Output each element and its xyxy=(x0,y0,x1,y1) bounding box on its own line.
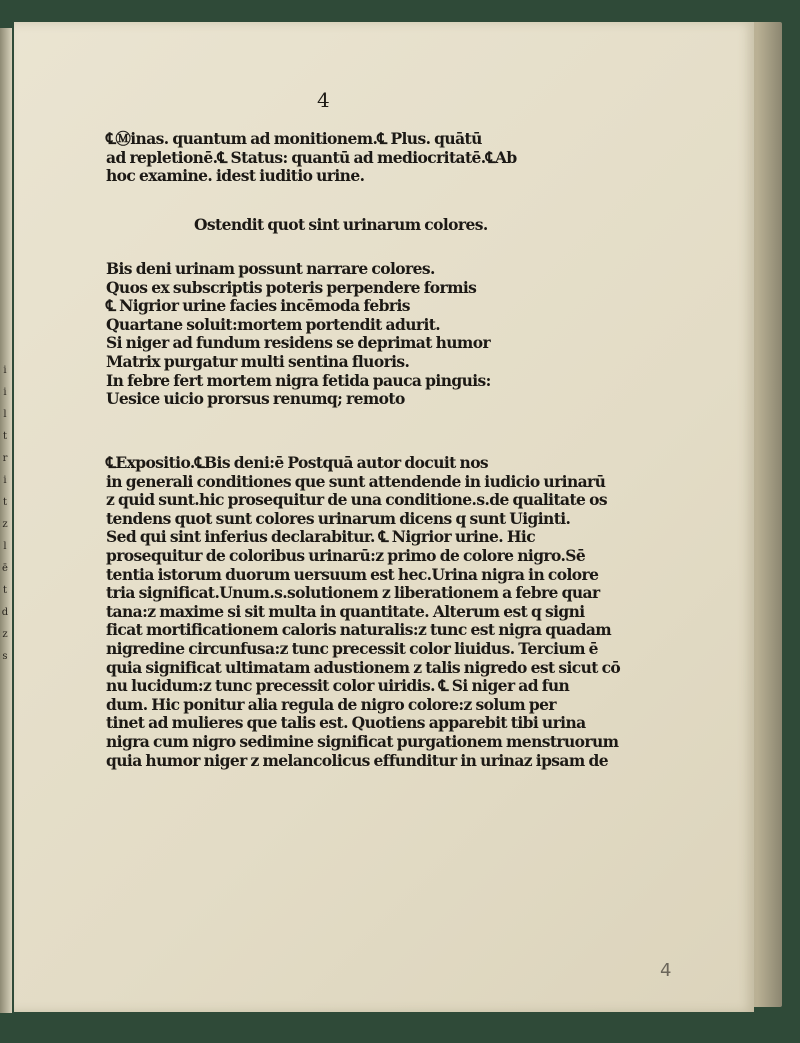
opening-paragraph xyxy=(106,130,568,186)
commentary-line: prosequitur de coloribus urinarū:z primo de colore nigro.Sē xyxy=(106,545,586,565)
heading-line: Ostendit quot sint urinarum colores. xyxy=(194,215,488,234)
gutter-char: ē xyxy=(2,563,8,574)
gutter-char: z xyxy=(2,629,8,640)
commentary-line: in generali conditiones que sunt attendende in iudicio urinarū xyxy=(106,471,606,491)
commentary-line: tana:z maxime si sit multa in quantitate. Alterum est q signi xyxy=(106,601,585,621)
verse-line: ℄ Nigrior urine facies incēmoda febris xyxy=(106,296,410,316)
verse-line: Uesice uicio prorsus renumq; remoto xyxy=(106,389,405,409)
commentary-line: nigredine circunfusa:z tunc precessit color liuidus. Tercium ē xyxy=(106,638,598,658)
commentary-line: z quid sunt.hic prosequitur de una conditione.s.de qualitate os xyxy=(106,490,607,510)
gutter-char: i xyxy=(3,475,7,486)
text-line: ℄Ⓜinas. quantum ad monitionem.℄ Plus. quātū xyxy=(106,129,482,148)
gutter-char: l xyxy=(3,541,7,552)
commentary-line: Sed qui sint inferius declarabitur. ℄ Nigrior urine. Hic xyxy=(106,527,536,547)
commentary-line: ficat mortificationem caloris naturalis:z tunc est nigra quadam xyxy=(106,620,612,640)
gutter-char: t xyxy=(2,585,8,596)
text-line: hoc examine. idest iuditio urine. xyxy=(106,166,365,186)
section-heading xyxy=(194,216,494,235)
commentary-line: tria significat.Unum.s.solutionem z liberationem a febre quar xyxy=(106,583,600,603)
gutter-char: z xyxy=(2,519,8,530)
gutter-char: d xyxy=(1,607,9,618)
gutter-char: t xyxy=(2,431,8,442)
verse-line: Quartane soluit:mortem portendit adurit. xyxy=(106,314,441,334)
verse-line: In febre fert mortem nigra fetida pauca pinguis: xyxy=(106,370,491,390)
gutter-marks xyxy=(0,360,10,668)
commentary-line: quia humor niger z melancolicus effunditur in urinaz ipsam de xyxy=(106,750,608,770)
handwritten-folio-mark: 4 xyxy=(660,960,672,981)
commentary-line: nu lucidum:z tunc precessit color uiridis. ℄ Si niger ad fun xyxy=(106,676,570,696)
verse-line: Si niger ad fundum residens se deprimat humor xyxy=(106,333,491,353)
verse-block xyxy=(106,260,568,409)
page-number: 4 xyxy=(317,88,330,112)
commentary-line: nigra cum nigro sedimine significat purgationem menstruorum xyxy=(106,731,619,751)
commentary-line: tinet ad mulieres que talis est. Quotiens apparebit tibi urina xyxy=(106,713,586,733)
commentary-line: tentia istorum duorum uersuum est hec.Urina nigra in colore xyxy=(106,564,599,584)
commentary-line: tendens quot sunt colores urinarum dicens q sunt Uiginti. xyxy=(106,508,571,528)
commentary-line: dum. Hic ponitur alia regula de nigro colore:z solum per xyxy=(106,694,556,714)
gutter-char: i xyxy=(3,365,7,376)
verse-line: Matrix purgatur multi sentina fluoris. xyxy=(106,351,410,371)
text-line: ad repletionē.℄ Status: quantū ad mediocritatē.℄Ab xyxy=(106,147,517,167)
verse-line: Bis deni urinam possunt narrare colores. xyxy=(106,259,435,278)
gutter-char: t xyxy=(2,497,8,508)
commentary-block xyxy=(106,453,621,770)
verse-line: Quos ex subscriptis poteris perpendere formis xyxy=(106,277,477,297)
commentary-line: quia significat ultimatam adustionem z talis nigredo est sicut cō xyxy=(106,657,621,677)
gutter-char: r xyxy=(2,453,8,464)
book-page xyxy=(14,22,754,1012)
gutter-char: s xyxy=(2,651,8,662)
gutter-char: i xyxy=(3,387,7,398)
commentary-line: ℄Expositio.℄Bis deni:ē Postquā autor docuit nos xyxy=(106,453,489,472)
gutter-char: l xyxy=(3,409,7,420)
